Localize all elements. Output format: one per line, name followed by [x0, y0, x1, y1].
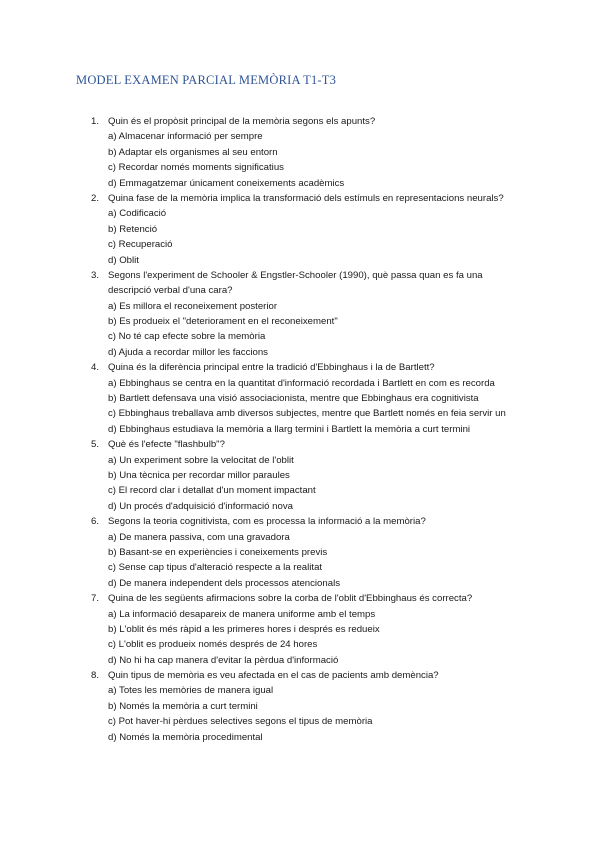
question-text: Segons l'experiment de Schooler & Engstler-Schooler (1990), què passa quan es fa una [108, 269, 483, 281]
answer-option: b) Només la memòria a curt termini [108, 700, 258, 712]
question-4 [0, 360, 600, 437]
question-text: Quina fase de la memòria implica la transformació dels estímuls en representacions neurals? [108, 192, 504, 204]
question-row [0, 437, 600, 452]
question-2 [0, 191, 600, 268]
question-number: 3. [91, 269, 100, 281]
answer-option: b) Basant-se en experiències i coneixements previs [108, 546, 328, 558]
answer-option: a) La informació desapareix de manera uniforme amb el temps [108, 608, 376, 620]
answer-option: a) Codificació [108, 208, 167, 220]
answer-option: c) Recuperació [108, 239, 173, 251]
answer-option: c) L'oblit es produeix només després de 24 hores [108, 639, 318, 651]
answer-option: d) Emmagatzemar únicament coneixements acadèmics [108, 177, 345, 189]
answer-option: b) Una tècnica per recordar millor paraules [108, 469, 290, 481]
question-1 [0, 114, 600, 191]
answer-option: b) Es produeix el "deteriorament en el reconeixement" [108, 316, 338, 328]
question-row [0, 191, 600, 206]
answer-option: a) Almacenar informació per sempre [108, 131, 263, 143]
question-7 [0, 591, 600, 668]
question-row [0, 360, 600, 375]
answer-option: c) El record clar i detallat d'un moment impactant [108, 485, 316, 497]
question-text: Què és l'efecte "flashbulb"? [108, 439, 225, 451]
answer-option: c) Pot haver-hi pèrdues selectives segons el tipus de memòria [108, 716, 373, 728]
question-row [0, 591, 600, 606]
question-text: Segons la teoria cognitivista, com es processa la informació a la memòria? [108, 516, 426, 528]
answer-option: c) Recordar només moments significatius [108, 162, 284, 174]
answer-option: b) L'oblit és més ràpid a les primeres hores i després es redueix [108, 623, 380, 635]
document-title: MODEL EXAMEN PARCIAL MEMÒRIA T1-T3 [76, 73, 337, 87]
question-6 [0, 514, 600, 591]
question-row [0, 668, 600, 683]
answer-option: d) No hi ha cap manera d'evitar la pèrdua d'informació [108, 654, 339, 666]
answer-option: a) Un experiment sobre la velocitat de l'oblit [108, 454, 294, 466]
question-number: 7. [91, 593, 100, 605]
question-3 [0, 268, 600, 360]
question-number: 1. [91, 116, 100, 127]
answer-option: a) Es millora el reconeixement posterior [108, 300, 278, 312]
answer-option: d) Ajuda a recordar millor les faccions [108, 346, 268, 358]
question-text: Quina és la diferència principal entre la tradició d'Ebbinghaus i la de Bartlett? [108, 362, 435, 374]
question-5 [0, 437, 600, 514]
question-number: 4. [91, 362, 100, 374]
question-list [0, 114, 600, 745]
answer-option: d) Ebbinghaus estudiava la memòria a llarg termini i Bartlett la memòria a curt termini [108, 423, 471, 435]
answer-option: d) De manera independent dels processos atencionals [108, 577, 340, 589]
question-text: Quina de les següents afirmacions sobre la corba de l'oblit d'Ebbinghaus és correcta? [108, 593, 473, 605]
answer-option: a) Ebbinghaus se centra en la quantitat d'informació recordada i Bartlett en com es recorda [108, 377, 495, 389]
question-text-continuation: descripció verbal d'una cara? [108, 285, 233, 297]
answer-option: a) Totes les memòries de manera igual [108, 685, 274, 697]
answer-option: c) Sense cap tipus d'alteració respecte a la realitat [108, 562, 323, 574]
question-number: 2. [91, 192, 100, 204]
answer-option: c) Ebbinghaus treballava amb diversos subjectes, mentre que Bartlett només en feia servir un [108, 408, 506, 420]
answer-option: b) Bartlett defensava una visió associacionista, mentre que Ebbinghaus era cognitivista [108, 393, 479, 405]
question-row [0, 268, 600, 283]
question-number: 8. [91, 670, 100, 682]
answer-option: b) Adaptar els organismes al seu entorn [108, 146, 278, 158]
question-text: Quin tipus de memòria es veu afectada en el cas de pacients amb demència? [108, 670, 439, 682]
answer-option: d) Només la memòria procedimental [108, 731, 263, 743]
answer-option: c) No té cap efecte sobre la memòria [108, 331, 266, 343]
question-text: Quin és el propòsit principal de la memòria segons els apunts? [108, 116, 376, 127]
answer-option: a) De manera passiva, com una gravadora [108, 531, 290, 543]
question-row [0, 114, 600, 129]
question-number: 6. [91, 516, 100, 528]
answer-option: d) Oblit [108, 254, 139, 266]
question-8 [0, 668, 600, 745]
question-row [0, 514, 600, 529]
answer-option: b) Retenció [108, 223, 158, 235]
question-number: 5. [91, 439, 100, 451]
answer-option: d) Un procés d'adquisició d'informació nova [108, 500, 293, 512]
